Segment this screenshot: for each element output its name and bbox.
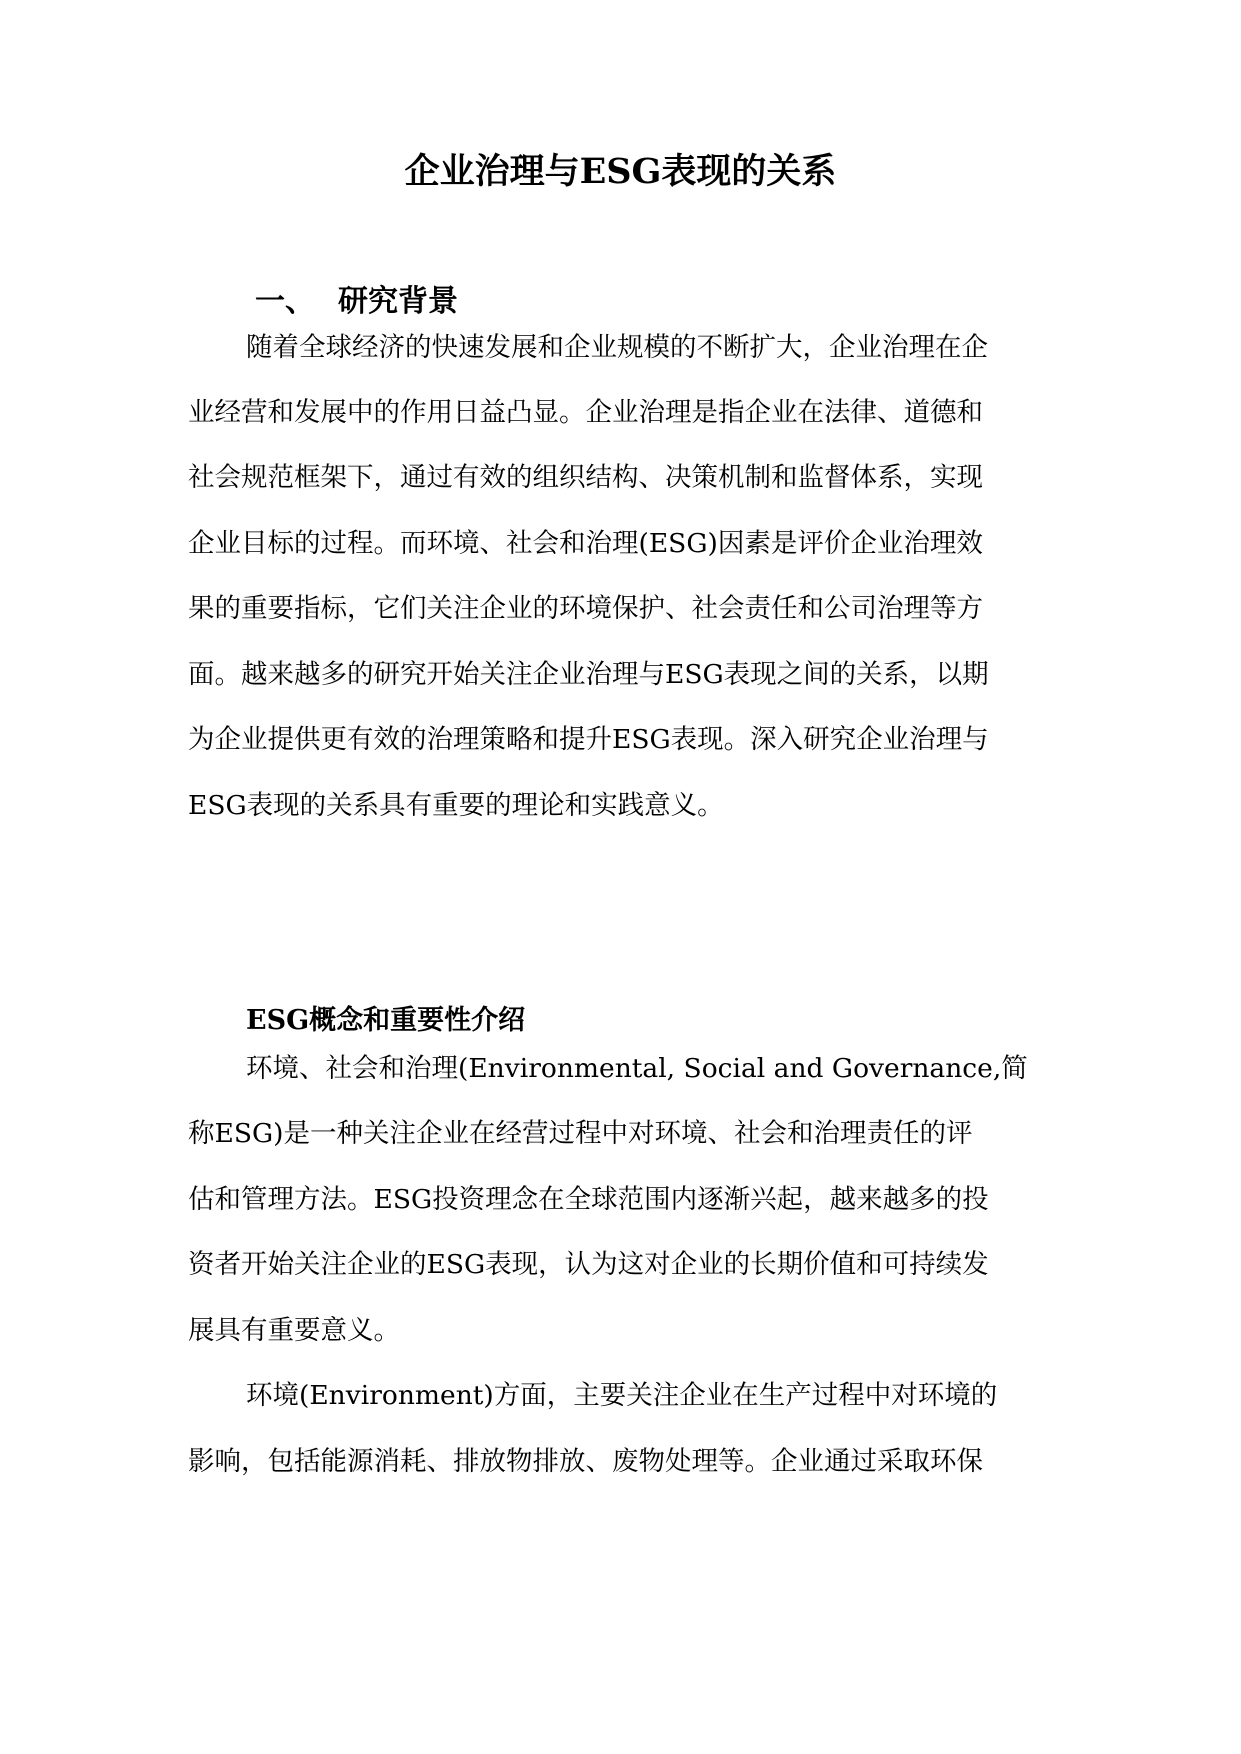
paragraph-line: 资者开始关注企业的ESG表现，认为这对企业的长期价值和可持续发 — [188, 1249, 989, 1280]
paragraph-line: 果的重要指标，它们关注企业的环境保护、社会责任和公司治理等方 — [188, 593, 983, 624]
section-heading — [255, 280, 458, 324]
paragraph-line: 社会规范框架下，通过有效的组织结构、决策机制和监督体系，实现 — [188, 462, 983, 493]
paragraph-line: 展具有重要意义。 — [188, 1315, 400, 1346]
section-title: 研究背景 — [338, 284, 458, 319]
paragraph-line: 企业目标的过程。而环境、社会和治理(ESG)因素是评价企业治理效 — [188, 528, 983, 559]
subsection-heading: ESG概念和重要性介绍 — [246, 1005, 526, 1036]
paragraph-line: 环境(Environment)方面，主要关注企业在生产过程中对环境的 — [246, 1380, 998, 1411]
paragraph-line: 业经营和发展中的作用日益凸显。企业治理是指企业在法律、道德和 — [188, 397, 983, 428]
paragraph-line: 影响，包括能源消耗、排放物排放、废物处理等。企业通过采取环保 — [188, 1446, 983, 1477]
paragraph-line: 称ESG)是一种关注企业在经营过程中对环境、社会和治理责任的评 — [188, 1118, 973, 1149]
section-number: 一、 — [255, 284, 315, 319]
paragraph-line: 为企业提供更有效的治理策略和提升ESG表现。深入研究企业治理与 — [188, 724, 989, 755]
paragraph-line: ESG表现的关系具有重要的理论和实践意义。 — [188, 790, 724, 821]
document-title: 企业治理与ESG表现的关系 — [404, 151, 837, 192]
paragraph-line: 估和管理方法。ESG投资理念在全球范围内逐渐兴起，越来越多的投 — [188, 1184, 989, 1215]
paragraph-line: 环境、社会和治理(Environmental, Social and Governance,简 — [246, 1053, 1028, 1084]
paragraph-line: 面。越来越多的研究开始关注企业治理与ESG表现之间的关系，以期 — [188, 659, 989, 690]
paragraph-line: 随着全球经济的快速发展和企业规模的不断扩大，企业治理在企 — [246, 332, 988, 363]
